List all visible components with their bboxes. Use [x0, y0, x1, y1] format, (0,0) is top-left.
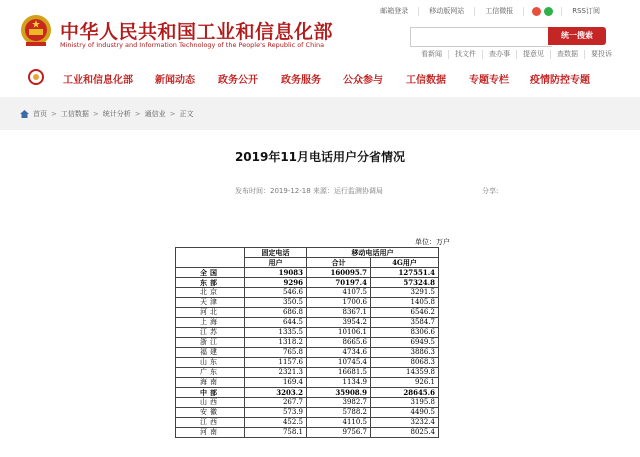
nav-item-gov-service[interactable]: 政务服务	[281, 75, 321, 86]
home-logo-icon[interactable]	[28, 69, 44, 85]
share-label[interactable]: 分享:	[482, 187, 499, 195]
national-emblem-icon[interactable]	[20, 14, 52, 48]
cell-total: 16681.5	[307, 368, 371, 378]
cell-g4: 14359.8	[371, 368, 439, 378]
mail-login-link[interactable]: 邮箱登录	[380, 7, 409, 15]
cell-total: 4734.6	[307, 348, 371, 358]
cell-g4: 6546.2	[371, 308, 439, 318]
table-row	[176, 288, 439, 298]
unit-label: 单位：万户	[415, 238, 450, 246]
cell-fixed: 3203.2	[245, 388, 307, 398]
cell-g4: 1405.8	[371, 298, 439, 308]
cell-total: 8367.1	[307, 308, 371, 318]
cell-g4: 4490.5	[371, 408, 439, 418]
table-row	[176, 338, 439, 348]
cell-g4: 3584.7	[371, 318, 439, 328]
cell-region: 浙江	[176, 338, 245, 348]
cell-fixed: 267.7	[245, 398, 307, 408]
cell-region: 中部	[176, 388, 245, 398]
header-4g: 4G用户	[371, 258, 439, 268]
breadcrumb-telecom[interactable]: 通信业	[144, 110, 166, 118]
quick-link-services[interactable]: 查办事	[482, 50, 516, 59]
nav-item-gov-open[interactable]: 政务公开	[218, 75, 258, 86]
quick-links	[415, 50, 618, 59]
cell-g4: 8306.6	[371, 328, 439, 338]
table-row	[176, 328, 439, 338]
breadcrumb-bar	[0, 97, 640, 130]
quick-link-feedback[interactable]: 提意见	[516, 50, 550, 59]
nav-item-topics[interactable]: 专题专栏	[469, 75, 509, 86]
cell-region: 江西	[176, 418, 245, 428]
cell-g4: 926.1	[371, 378, 439, 388]
quick-link-data[interactable]: 查数据	[550, 50, 584, 59]
table-body	[176, 268, 439, 438]
table-row	[176, 368, 439, 378]
cell-fixed: 765.8	[245, 348, 307, 358]
table-row	[176, 278, 439, 288]
table-row	[176, 408, 439, 418]
table-row	[176, 398, 439, 408]
cell-region: 福建	[176, 348, 245, 358]
cell-region: 海南	[176, 378, 245, 388]
table-row	[176, 298, 439, 308]
cell-fixed: 1335.5	[245, 328, 307, 338]
cell-region: 广东	[176, 368, 245, 378]
table-row	[176, 418, 439, 428]
cell-g4: 3886.3	[371, 348, 439, 358]
cell-fixed: 169.4	[245, 378, 307, 388]
site-title-english: Ministry of Industry and Information Technology of the People's Republic of China	[60, 41, 325, 49]
cell-total: 3954.2	[307, 318, 371, 328]
cell-total: 4110.5	[307, 418, 371, 428]
table-row	[176, 348, 439, 358]
quick-link-files[interactable]: 找文件	[448, 50, 482, 59]
cell-fixed: 686.8	[245, 308, 307, 318]
nav-item-epidemic[interactable]: 疫情防控专题	[530, 75, 590, 86]
cell-fixed: 19083	[245, 268, 307, 278]
cell-total: 4107.5	[307, 288, 371, 298]
social-icons	[523, 7, 561, 16]
search-input[interactable]	[410, 27, 552, 47]
nav-item-ministry[interactable]: 工业和信息化部	[63, 75, 133, 86]
cell-fixed: 1318.2	[245, 338, 307, 348]
site-header	[0, 0, 640, 96]
cell-g4: 57324.8	[371, 278, 439, 288]
header-fixed-sub: 用户	[245, 258, 307, 268]
top-links	[370, 7, 610, 16]
cell-fixed: 1157.6	[245, 358, 307, 368]
cell-total: 1700.6	[307, 298, 371, 308]
cell-region: 全国	[176, 268, 245, 278]
nav-item-participation[interactable]: 公众参与	[343, 75, 383, 86]
quick-link-complaint[interactable]: 要投诉	[584, 50, 618, 59]
site-title[interactable]: 中华人民共和国工业和信息化部	[60, 21, 334, 43]
table-row	[176, 308, 439, 318]
cell-g4: 6949.5	[371, 338, 439, 348]
home-icon	[20, 110, 29, 118]
header-region	[176, 248, 245, 268]
table-row	[176, 318, 439, 328]
cell-total: 70197.4	[307, 278, 371, 288]
cell-g4: 28645.6	[371, 388, 439, 398]
breadcrumb-current: 正文	[179, 110, 194, 118]
cell-fixed: 2321.3	[245, 368, 307, 378]
cell-total: 3982.7	[307, 398, 371, 408]
weibao-link[interactable]: 工信微报	[474, 7, 523, 16]
page-title: 2019年11月电话用户分省情况	[234, 150, 406, 164]
breadcrumb: 首页 > 工信数据 > 统计分析 > 通信业 > 正文	[20, 109, 194, 119]
cell-fixed: 758.1	[245, 428, 307, 438]
article-meta: 发布时间：2019-12-18 来源：运行监测协调局	[235, 187, 383, 195]
cell-total: 8665.6	[307, 338, 371, 348]
cell-region: 北京	[176, 288, 245, 298]
nav-item-news[interactable]: 新闻动态	[155, 75, 195, 86]
wechat-icon[interactable]	[544, 7, 553, 16]
cell-g4: 3195.8	[371, 398, 439, 408]
nav-item-data[interactable]: 工信数据	[406, 75, 446, 86]
weibo-icon[interactable]	[532, 7, 541, 16]
cell-region: 河南	[176, 428, 245, 438]
data-table	[175, 247, 439, 438]
cell-region: 山东	[176, 358, 245, 368]
cell-region: 东部	[176, 278, 245, 288]
table-row	[176, 388, 439, 398]
main-nav	[0, 66, 640, 88]
breadcrumb-home[interactable]: 首页	[33, 110, 47, 118]
breadcrumb-analysis[interactable]: 统计分析	[102, 110, 131, 118]
cell-total: 5788.2	[307, 408, 371, 418]
cell-total: 1134.9	[307, 378, 371, 388]
search-button[interactable]: 统一搜索	[548, 27, 606, 45]
cell-region: 安徽	[176, 408, 245, 418]
table-row	[176, 358, 439, 368]
quick-link-news[interactable]: 看新闻	[421, 50, 442, 58]
cell-g4: 3232.4	[371, 418, 439, 428]
cell-fixed: 452.5	[245, 418, 307, 428]
rss-link[interactable]: RSS订阅	[561, 7, 610, 16]
table-row	[176, 268, 439, 278]
cell-total: 10745.4	[307, 358, 371, 368]
table-row	[176, 378, 439, 388]
cell-region: 河北	[176, 308, 245, 318]
cell-region: 天津	[176, 298, 245, 308]
cell-g4: 8025.4	[371, 428, 439, 438]
cell-region: 上海	[176, 318, 245, 328]
cell-region: 山西	[176, 398, 245, 408]
cell-fixed: 546.6	[245, 288, 307, 298]
cell-g4: 127551.4	[371, 268, 439, 278]
cell-total: 160095.7	[307, 268, 371, 278]
cell-region: 江苏	[176, 328, 245, 338]
header-mobile: 移动电话用户	[307, 248, 439, 258]
cell-fixed: 644.5	[245, 318, 307, 328]
mobile-site-link[interactable]: 移动版网站	[418, 7, 474, 16]
header-fixed: 固定电话	[245, 248, 307, 258]
cell-fixed: 9296	[245, 278, 307, 288]
cell-total: 10106.1	[307, 328, 371, 338]
table-row	[176, 428, 439, 438]
header-total: 合计	[307, 258, 371, 268]
cell-total: 35908.9	[307, 388, 371, 398]
breadcrumb-data[interactable]: 工信数据	[60, 110, 89, 118]
cell-fixed: 573.9	[245, 408, 307, 418]
cell-g4: 3291.5	[371, 288, 439, 298]
cell-fixed: 350.5	[245, 298, 307, 308]
cell-g4: 8068.3	[371, 358, 439, 368]
cell-total: 9756.7	[307, 428, 371, 438]
